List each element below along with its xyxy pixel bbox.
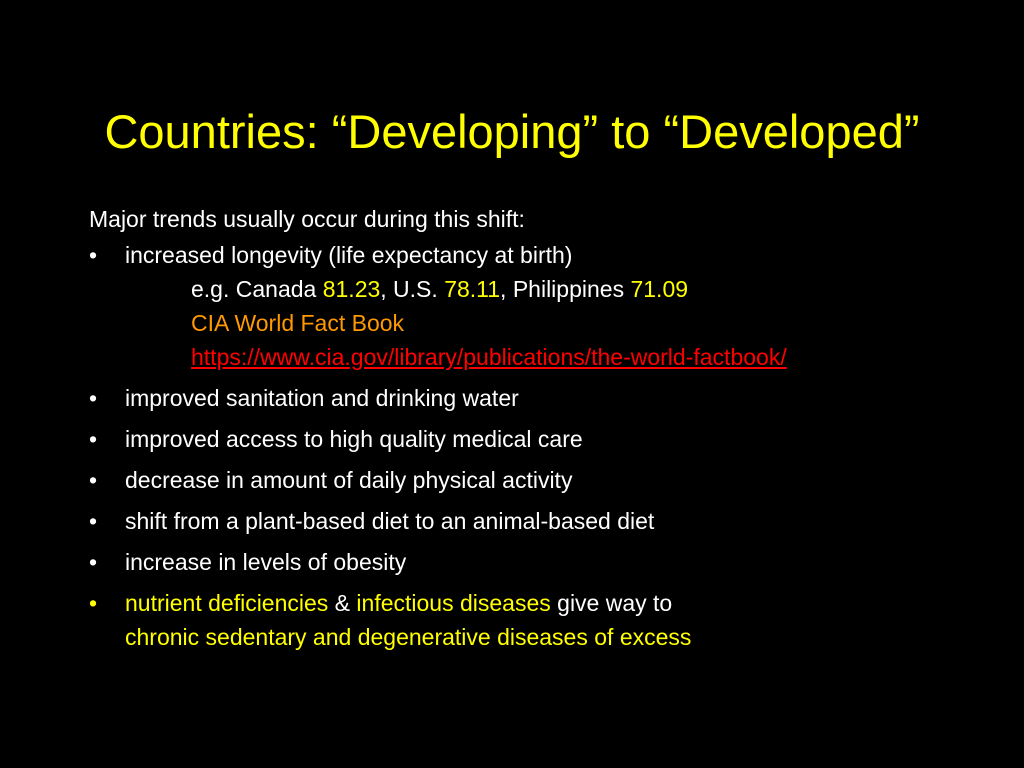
bullet-marker: • bbox=[89, 385, 98, 411]
infectious-diseases: infectious diseases bbox=[356, 590, 551, 616]
bullet-item bbox=[89, 545, 989, 579]
give-way-to: give way to bbox=[550, 590, 673, 616]
bullet-disease-transition bbox=[89, 586, 989, 654]
nutrient-deficiencies: nutrient deficiencies bbox=[125, 590, 329, 616]
bullet-item bbox=[89, 504, 989, 538]
bullet-marker: • bbox=[89, 426, 98, 452]
slide-title: Countries: “Developing” to “Developed” bbox=[104, 105, 920, 158]
us-prefix: , U.S. bbox=[380, 276, 445, 302]
bullet-longevity bbox=[89, 238, 989, 374]
bullet-text: improved access to high quality medical care bbox=[125, 426, 583, 452]
bullet-item bbox=[89, 463, 989, 497]
longevity-label: increased longevity (life expectancy at birth) bbox=[125, 242, 573, 268]
bullet-item bbox=[89, 422, 989, 456]
bullet-marker: • bbox=[89, 508, 98, 534]
us-value: 78.11 bbox=[444, 276, 501, 302]
intro-text: Major trends usually occur during this shift: bbox=[89, 206, 525, 232]
source-link-row bbox=[125, 340, 989, 374]
bullet-text: shift from a plant-based diet to an animal-based diet bbox=[125, 508, 655, 534]
source-link[interactable]: https://www.cia.gov/library/publications/the-world-factbook/ bbox=[191, 344, 787, 370]
philippines-value: 71.09 bbox=[630, 276, 689, 302]
canada-value: 81.23 bbox=[322, 276, 381, 302]
bullet-text: increase in levels of obesity bbox=[125, 549, 407, 575]
bullet-marker: • bbox=[89, 549, 98, 575]
eg-prefix: e.g. Canada bbox=[191, 276, 323, 302]
bullet-marker: • bbox=[89, 467, 98, 493]
longevity-example bbox=[125, 272, 989, 306]
source-name: CIA World Fact Book bbox=[191, 310, 405, 336]
bullet-text: improved sanitation and drinking water bbox=[125, 385, 519, 411]
bullet-text: decrease in amount of daily physical activity bbox=[125, 467, 573, 493]
ampersand: & bbox=[328, 590, 357, 616]
bullet-item bbox=[89, 381, 989, 415]
bullet-marker: • bbox=[89, 242, 98, 268]
transition-line-2: chronic sedentary and degenerative diseases of excess bbox=[125, 624, 692, 650]
slide-body bbox=[89, 202, 989, 654]
transition-line-1 bbox=[125, 586, 989, 620]
bullet-marker: • bbox=[89, 590, 98, 616]
ph-prefix: , Philippines bbox=[500, 276, 631, 302]
